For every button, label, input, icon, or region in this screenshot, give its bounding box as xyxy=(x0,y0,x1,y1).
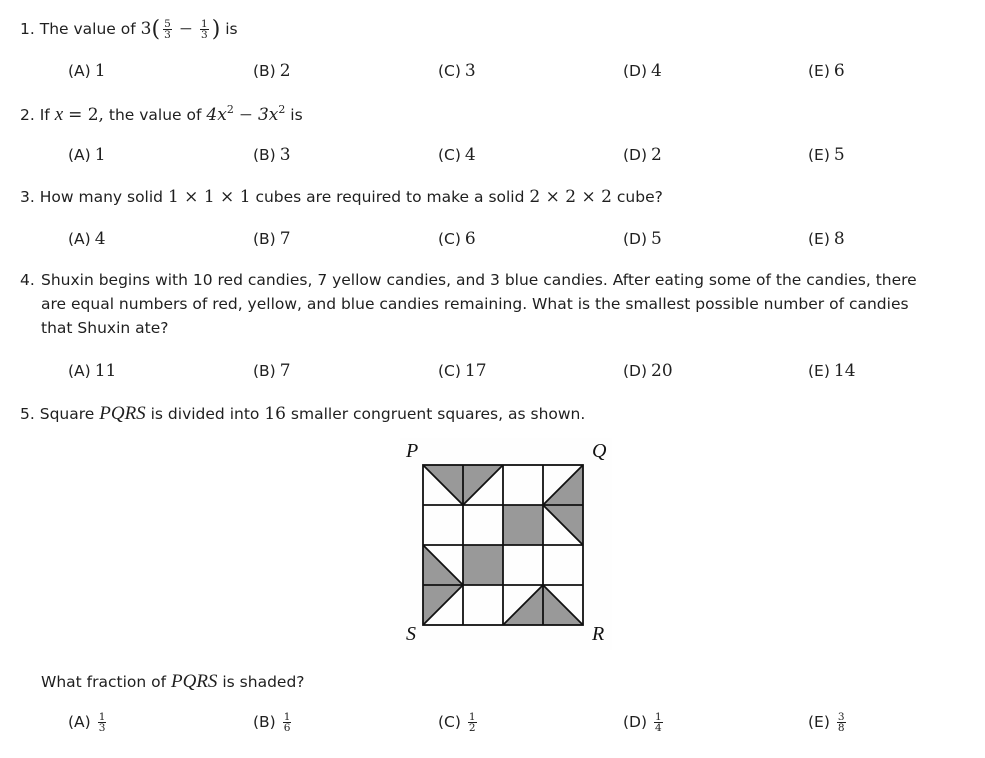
choice-value: 20 xyxy=(651,361,673,381)
question-number: 3. xyxy=(20,188,35,206)
choice-b[interactable] xyxy=(253,361,291,381)
question-number: 1. xyxy=(20,20,35,38)
choice-label: (B) xyxy=(253,362,276,380)
choice-e[interactable] xyxy=(808,361,856,381)
question-text: What fraction of xyxy=(41,673,167,691)
choice-value: 4 xyxy=(94,229,106,249)
choice-a[interactable] xyxy=(68,145,106,165)
choice-value: 5 xyxy=(651,229,662,249)
choice-label: (C) xyxy=(438,713,461,731)
question-text: How many solid xyxy=(39,188,164,206)
square-count: 16 xyxy=(264,404,286,424)
choice-value: 14 xyxy=(833,361,856,381)
big-cube-dimensions: 2 × 2 × 2 xyxy=(529,187,612,207)
question-text: is shaded? xyxy=(222,673,305,691)
question-4-number: 4. xyxy=(20,271,35,289)
choice-label: (B) xyxy=(253,230,276,248)
question-text: is xyxy=(290,106,303,124)
denominator: 2 xyxy=(468,722,476,734)
choice-label: (D) xyxy=(623,713,648,731)
choice-b[interactable] xyxy=(253,229,291,249)
shaded-square xyxy=(463,545,503,585)
numerator: 1 xyxy=(283,711,291,723)
choice-d[interactable] xyxy=(623,145,662,165)
vertex-label-q: Q xyxy=(592,440,607,462)
question-text: cube? xyxy=(616,188,663,206)
choice-c[interactable] xyxy=(438,61,476,81)
variable: x xyxy=(54,104,64,125)
choice-b[interactable] xyxy=(253,145,291,165)
paren-open: ( xyxy=(151,17,161,42)
choice-fraction xyxy=(837,712,846,733)
numerator: 3 xyxy=(837,711,845,723)
choice-label: (B) xyxy=(253,146,276,164)
choice-a[interactable] xyxy=(68,61,106,81)
choice-c[interactable] xyxy=(438,145,476,165)
shaded-square xyxy=(503,505,543,545)
answer-choices-1 xyxy=(0,61,985,85)
denominator: 3 xyxy=(164,29,171,41)
choice-label: (C) xyxy=(438,230,461,248)
answer-choices-3 xyxy=(0,229,985,253)
choice-label: (D) xyxy=(623,62,648,80)
choice-c[interactable] xyxy=(438,361,487,381)
vertex-label-r: R xyxy=(592,623,605,645)
choice-e[interactable] xyxy=(808,229,845,249)
choice-label: (A) xyxy=(68,230,91,248)
denominator: 4 xyxy=(655,722,662,734)
question-5-followup xyxy=(41,671,305,693)
question-4-line-1: Shuxin begins with 10 red candies, 7 yellow candies, and 3 blue candies. After eating some of the candies, there xyxy=(41,271,917,289)
exponent: 2 xyxy=(226,103,234,116)
choice-value: 8 xyxy=(833,229,845,249)
choice-a[interactable] xyxy=(68,229,106,249)
choice-e[interactable] xyxy=(808,61,845,81)
choice-b[interactable] xyxy=(253,61,291,81)
numerator: 1 xyxy=(468,711,476,723)
choice-label: (B) xyxy=(253,62,276,80)
numerator: 1 xyxy=(98,711,106,723)
choice-value: 5 xyxy=(833,145,845,165)
question-1 xyxy=(20,17,238,42)
choice-value: 2 xyxy=(651,145,662,165)
operator: − xyxy=(178,19,193,39)
term-a-base: 4x xyxy=(206,105,227,125)
choice-label: (D) xyxy=(623,230,648,248)
choice-value: 7 xyxy=(279,361,291,381)
question-number: 5. xyxy=(20,405,35,423)
choice-c[interactable] xyxy=(438,712,480,733)
paren-close: ) xyxy=(211,17,221,42)
term-b xyxy=(258,105,285,125)
choice-label: (A) xyxy=(68,362,91,380)
fraction xyxy=(163,19,172,40)
answer-choices-5 xyxy=(0,712,985,736)
equals-value: = 2, xyxy=(68,105,104,125)
choice-e[interactable] xyxy=(808,712,849,733)
choice-label: (A) xyxy=(68,62,91,80)
choice-b[interactable] xyxy=(253,712,294,733)
numerator: 1 xyxy=(655,711,662,723)
choice-label: (A) xyxy=(68,713,91,731)
choice-label: (E) xyxy=(808,230,830,248)
question-text: cubes are required to make a solid xyxy=(255,188,525,206)
question-text: The value of xyxy=(39,20,136,38)
choice-d[interactable] xyxy=(623,712,666,733)
denominator: 6 xyxy=(283,722,291,734)
denominator: 3 xyxy=(201,29,208,41)
choice-value: 4 xyxy=(651,61,662,81)
choice-label: (C) xyxy=(438,146,461,164)
choice-value: 3 xyxy=(279,145,291,165)
choice-value: 6 xyxy=(833,61,845,81)
coefficient: 3 xyxy=(140,19,152,39)
choice-label: (E) xyxy=(808,362,830,380)
choice-fraction xyxy=(98,712,107,733)
operator: − xyxy=(238,105,253,125)
choice-label: (A) xyxy=(68,146,91,164)
choice-e[interactable] xyxy=(808,145,845,165)
choice-label: (D) xyxy=(623,146,648,164)
fraction xyxy=(200,19,209,40)
choice-value: 17 xyxy=(464,361,487,381)
grid-diagram xyxy=(400,438,612,650)
choice-label: (C) xyxy=(438,362,461,380)
question-text: Square xyxy=(39,405,95,423)
choice-c[interactable] xyxy=(438,229,476,249)
choice-value: 6 xyxy=(464,229,476,249)
answer-choices-2 xyxy=(0,145,985,169)
vertex-label-p: P xyxy=(406,440,419,462)
term-a xyxy=(206,105,233,125)
numerator: 1 xyxy=(201,18,208,30)
choice-label: (B) xyxy=(253,713,276,731)
choice-fraction xyxy=(468,712,477,733)
choice-value: 7 xyxy=(279,229,291,249)
vertex-label-s: S xyxy=(406,623,416,645)
choice-value: 3 xyxy=(464,61,476,81)
denominator: 8 xyxy=(837,722,845,734)
choice-label: (D) xyxy=(623,362,648,380)
choice-d[interactable] xyxy=(623,61,662,81)
question-text: is divided into xyxy=(150,405,260,423)
choice-label: (C) xyxy=(438,62,461,80)
question-4-line-3: that Shuxin ate? xyxy=(41,319,169,337)
choice-value: 11 xyxy=(94,361,117,381)
exponent: 2 xyxy=(278,103,286,116)
choice-value: 2 xyxy=(279,61,291,81)
question-4-line-2: are equal numbers of red, yellow, and blue candies remaining. What is the smallest possible number of candies xyxy=(41,295,909,313)
question-text: If xyxy=(39,106,50,124)
answer-choices-4 xyxy=(0,361,985,385)
question-5 xyxy=(20,403,585,425)
choice-label: (E) xyxy=(808,62,830,80)
choice-label: (E) xyxy=(808,146,830,164)
small-cube-dimensions: 1 × 1 × 1 xyxy=(167,187,251,207)
term-b-base: 3x xyxy=(257,105,279,125)
square-pqrs-figure xyxy=(400,438,612,650)
question-2 xyxy=(20,103,303,126)
choice-value: 4 xyxy=(464,145,476,165)
grid-lines xyxy=(423,465,583,625)
choice-d[interactable] xyxy=(623,361,673,381)
question-number: 2. xyxy=(20,106,35,124)
question-3 xyxy=(20,187,663,207)
choice-a[interactable] xyxy=(68,361,116,381)
choice-value: 1 xyxy=(94,145,106,165)
choice-fraction xyxy=(283,712,292,733)
square-name: PQRS xyxy=(171,671,218,692)
choice-d[interactable] xyxy=(623,229,662,249)
choice-fraction xyxy=(654,712,663,733)
question-text: smaller congruent squares, as shown. xyxy=(290,405,586,423)
choice-label: (E) xyxy=(808,713,830,731)
choice-a[interactable] xyxy=(68,712,109,733)
square-name: PQRS xyxy=(99,403,146,424)
choice-value: 1 xyxy=(94,61,106,81)
denominator: 3 xyxy=(98,722,106,734)
numerator: 5 xyxy=(164,18,171,30)
question-text: the value of xyxy=(108,106,202,124)
question-text: is xyxy=(225,20,238,38)
